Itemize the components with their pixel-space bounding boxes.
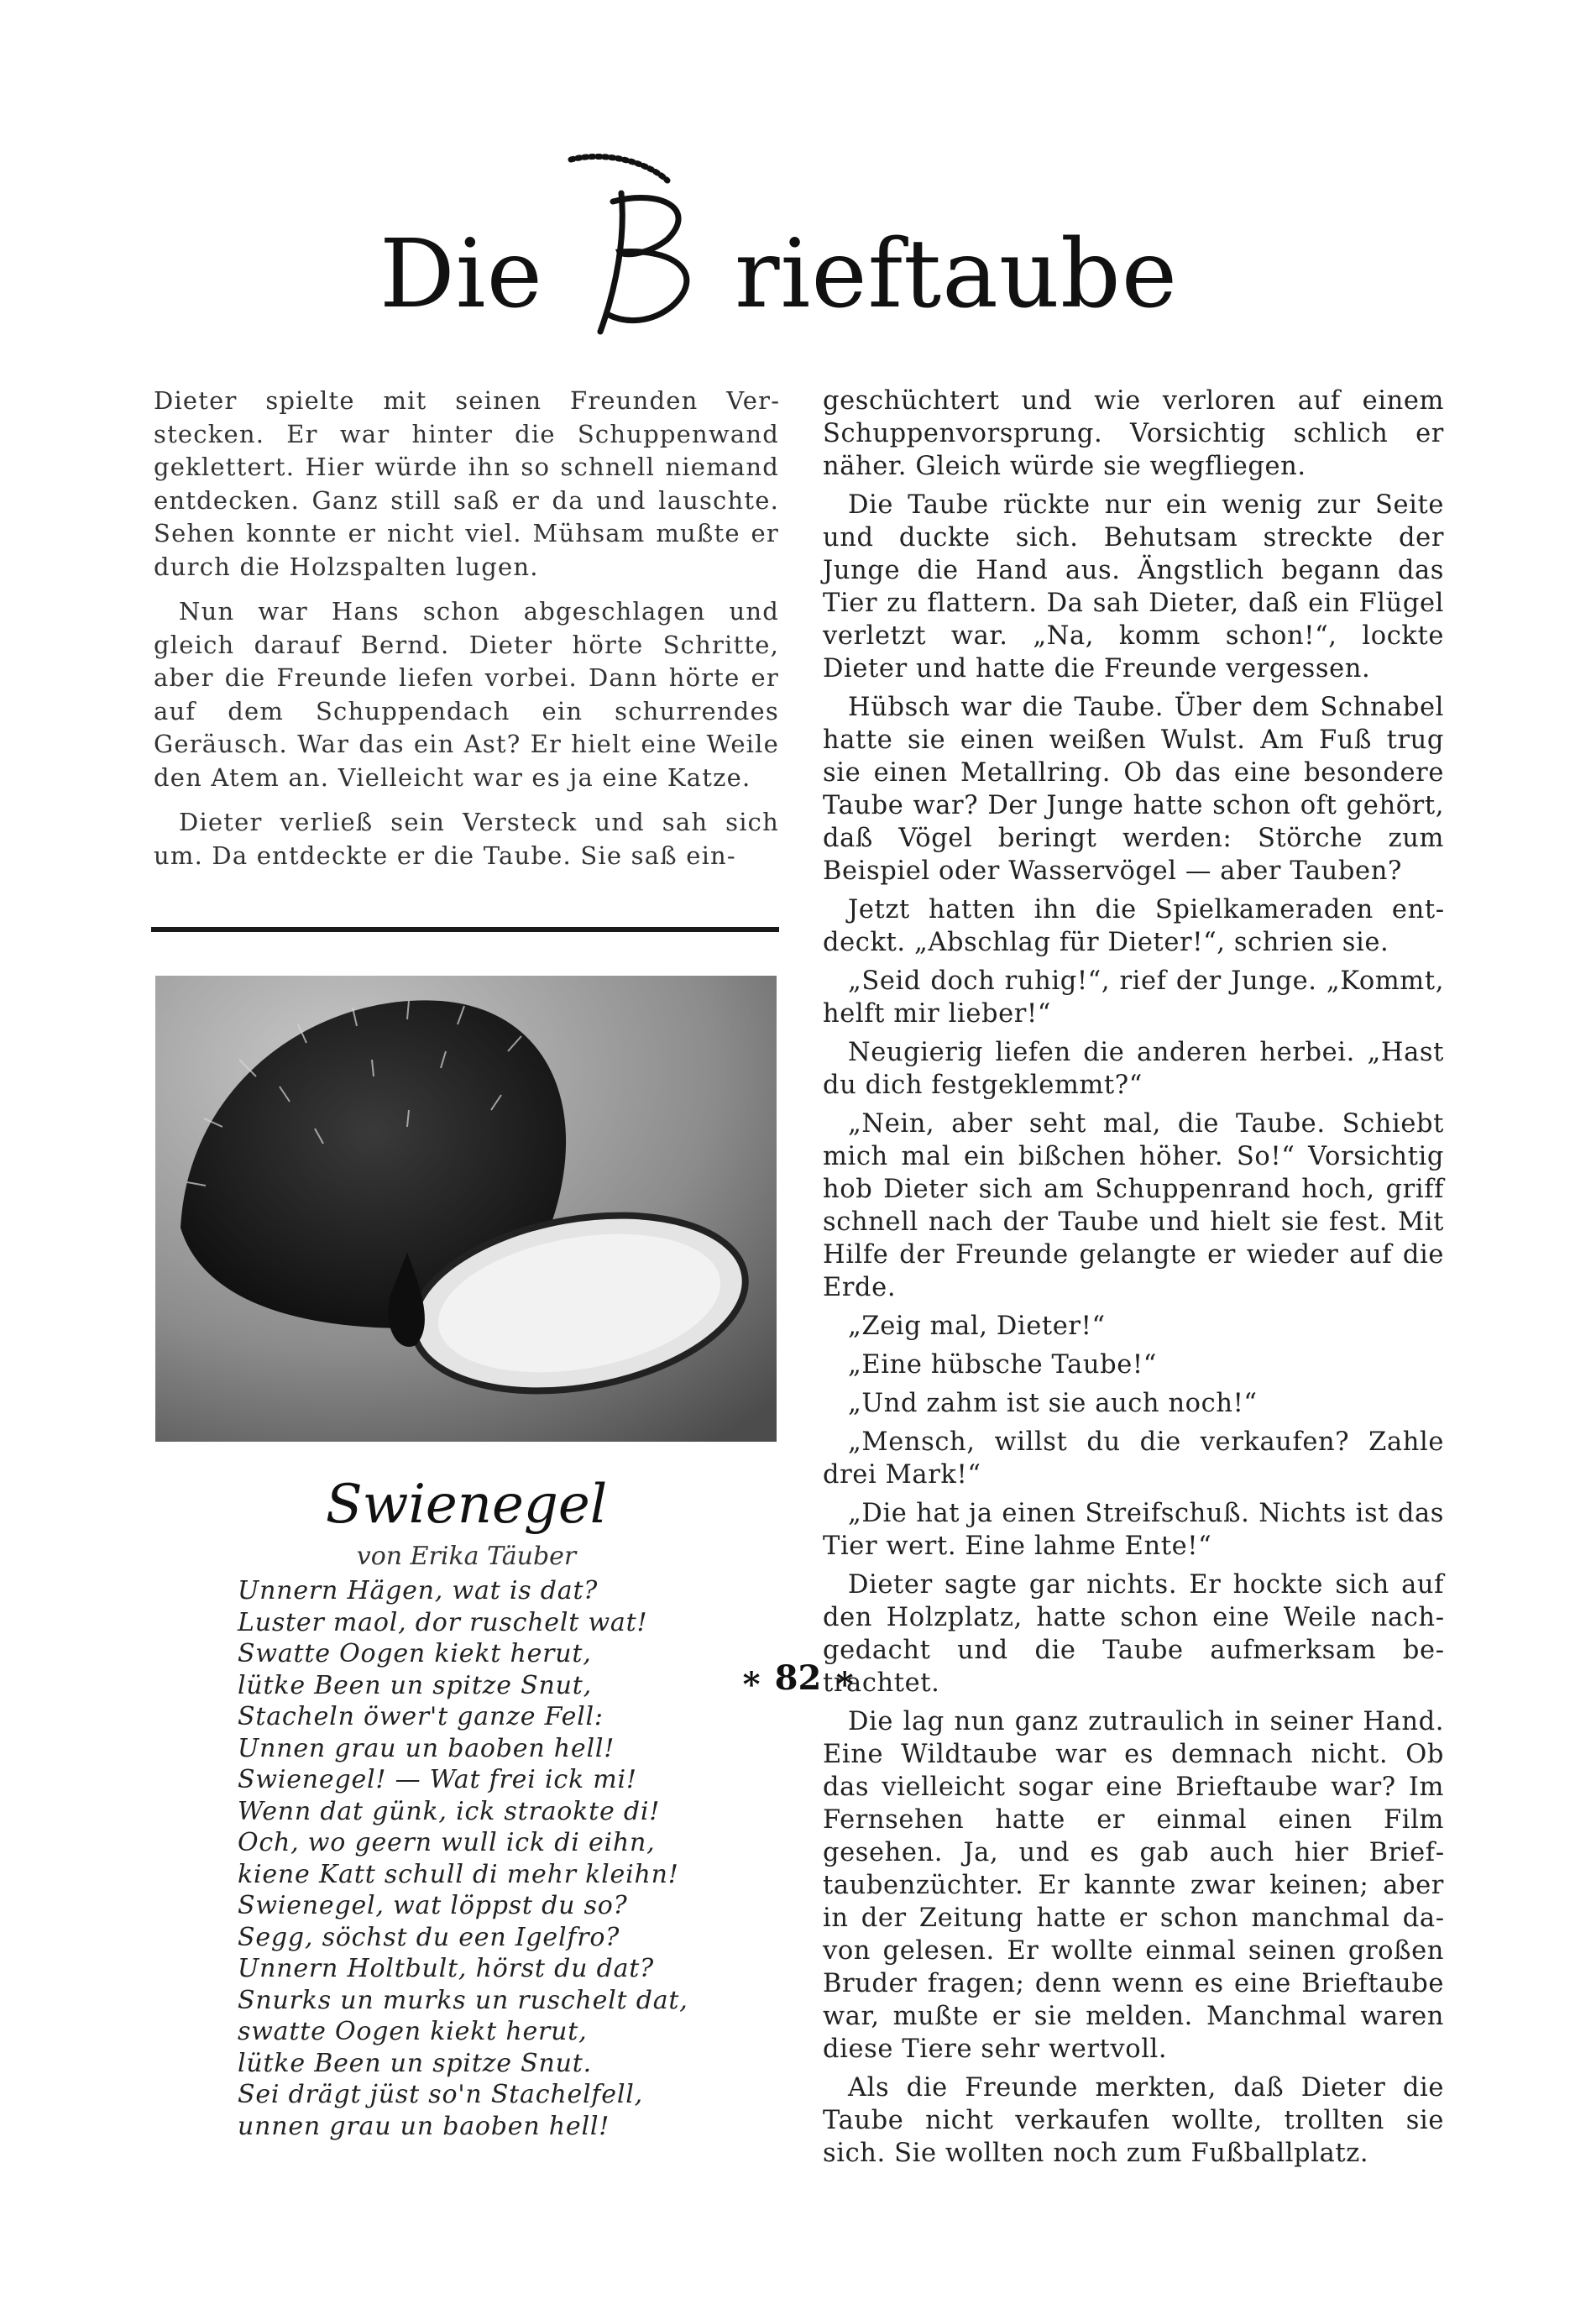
- poem-line: lütke Been un spitze Snut,: [238, 1670, 592, 1700]
- poem-author: von Erika Täuber: [356, 1542, 577, 1571]
- poem-line: Segg, söchst du een Igelfro?: [238, 1922, 620, 1952]
- poem-line: Och, wo geern wull ick di eihn,: [238, 1828, 656, 1857]
- poem-line: Swienegel, wat löppst du so?: [238, 1891, 628, 1920]
- right-paragraph: „Die hat ja einen Streifschuß. Nichts ist das Tier wert. Eine lahme Ente!“: [823, 1499, 1444, 1561]
- right-paragraph: „Mensch, willst du die verkaufen? Zahle drei Mark!“: [823, 1427, 1444, 1490]
- title-initial-text: B: [646, 277, 648, 278]
- right-paragraph: „Eine hübsche Taube!“: [848, 1350, 1157, 1380]
- poem-line: Sei drägt jüst so'n Stachelfell,: [238, 2080, 643, 2109]
- poem-line: unnen grau un baoben hell!: [238, 2111, 610, 2141]
- right-paragraph: „Und zahm ist sie auch noch!“: [848, 1389, 1258, 1418]
- right-paragraph: Dieter sagte gar nichts. Er hockte sich auf den Holzplatz, hatte schon eine Weile nachgedacht und die Taube aufmerksam betrachtet.: [823, 1570, 1444, 1698]
- article-title: [0, 143, 1596, 344]
- right-paragraph: Hübsch war die Taube. Über dem Schnabel hatte sie einen weißen Wulst. Am Fuß trug sie einen Metallring. Ob das eine besondere Taube war? Der Junge hatte schon oft gehört, daß Vögel beringt werden: Störche zum Beispiel oder Wasservögel — aber Tauben?: [823, 693, 1444, 886]
- poem-line: lütke Been un spitze Snut.: [238, 2048, 592, 2078]
- title-initial-b: [521, 143, 747, 344]
- left-paragraph-3: Dieter verließ sein Versteck und sah sich um. Da entdeckte er die Taube. Sie saß ein-: [154, 808, 779, 870]
- right-paragraph: „Nein, aber seht mal, die Taube. Schiebt mich mal ein bißchen höher. So!“ Vorsichtig hob Dieter sich am Schuppenrand hoch, griff schnell nach der Taube und hielt sie fest. Mit Hilfe der Freunde gelangte er wieder auf die Erde.: [823, 1109, 1444, 1302]
- poem-title: Swienegel: [325, 1474, 608, 1536]
- left-paragraph-2: Nun war Hans schon abgeschlagen und gleich darauf Bernd. Dieter hörte Schritte, aber die Freunde liefen vorbei. Dann hörte er auf dem Schuppendach ein schurrendes Geräusch. War das ein Ast? Er hielt eine Weile den Atem an. Vielleicht war es ja eine Katze.: [154, 597, 779, 792]
- poem-line: Wenn dat günk, ick straokte di!: [238, 1796, 661, 1826]
- right-paragraph: Die Taube rückte nur ein wenig zur Seite und duckte sich. Behutsam streckte der Junge die Hand aus. Ängstlich begann das Tier zu flattern. Da sah Dieter, daß ein Flügel verletzt war. „Na, komm schon!“, lockte Dieter und hatte die Freunde vergessen.: [823, 490, 1444, 683]
- left-column: [154, 385, 779, 884]
- right-paragraph: Als die Freunde merkten, daß Dieter die Taube nicht verkaufen wollte, trollten sie sich. Sie wollten noch zum Fußballplatz.: [823, 2073, 1444, 2168]
- poem-line: Stacheln öwer't ganze Fell:: [238, 1702, 604, 1731]
- poem-line: kiene Katt schull di mehr kleihn!: [238, 1859, 679, 1889]
- poem-line: swatte Oogen kiekt herut,: [238, 2017, 588, 2046]
- poem-line: Unnen grau un baoben hell!: [238, 1733, 615, 1763]
- poem-line: Snurks un murks un ruschelt dat,: [238, 1985, 688, 2015]
- poem-line: Unnern Hägen, wat is dat?: [238, 1576, 599, 1605]
- hedgehog-illustration: [155, 976, 777, 1442]
- poem-line: Unnern Holtbult, hörst du dat?: [238, 1954, 655, 1983]
- title-word-rieftaube: rieftaube: [735, 220, 1178, 329]
- left-paragraph-1: Dieter spielte mit seinen Freunden Verstecken. Er war hinter die Schuppenwand geklettert. Hier würde ihn so schnell niemand entdecken. Ganz still saß er da und lauschte. Sehen konnte er nicht viel. Mühsam mußte er durch die Holzspalten lugen.: [154, 386, 779, 581]
- title-word-die: Die: [379, 220, 543, 329]
- divider-rule: [151, 927, 779, 932]
- hedgehog-photo: [155, 976, 777, 1442]
- poem-line: Swatte Oogen kiekt herut,: [238, 1639, 592, 1668]
- right-paragraph: „Zeig mal, Dieter!“: [848, 1312, 1106, 1341]
- right-paragraph: geschüchtert und wie verloren auf einem Schuppenvorsprung. Vorsichtig schlich er näher. Gleich würde sie wegfliegen.: [823, 386, 1444, 481]
- poem-line: Swienegel! — Wat frei ick mi!: [238, 1765, 637, 1794]
- right-column: [823, 385, 1444, 2176]
- poem-line: Luster maol, dor ruschelt wat!: [238, 1607, 648, 1637]
- right-paragraph: Die lag nun ganz zutraulich in seiner Hand. Eine Wildtaube war es demnach nicht. Ob das vielleicht sogar eine Brieftaube war? Im Fernsehen hatte er einmal einen Film gesehen. Ja, und es gab auch hier Brieftaubenzüchter. Er kannte zwar keinen; aber in der Zeitung hatte er schon manchmal davon gelesen. Er wollte einmal seinen großen Bruder fragen; denn wenn es eine Brieftaube war, mußte er sie melden. Manchmal waren diese Tiere sehr wertvoll.: [823, 1707, 1444, 2064]
- page-number: ∗ 82 ∗: [740, 1658, 856, 1698]
- right-paragraph: „Seid doch ruhig!“, rief der Junge. „Kommt, helft mir lieber!“: [823, 966, 1444, 1029]
- right-paragraph: Neugierig liefen die anderen herbei. „Hast du dich festgeklemmt?“: [823, 1038, 1444, 1100]
- right-paragraph: Jetzt hatten ihn die Spielkameraden entdeckt. „Abschlag für Dieter!“, schrien sie.: [823, 895, 1444, 957]
